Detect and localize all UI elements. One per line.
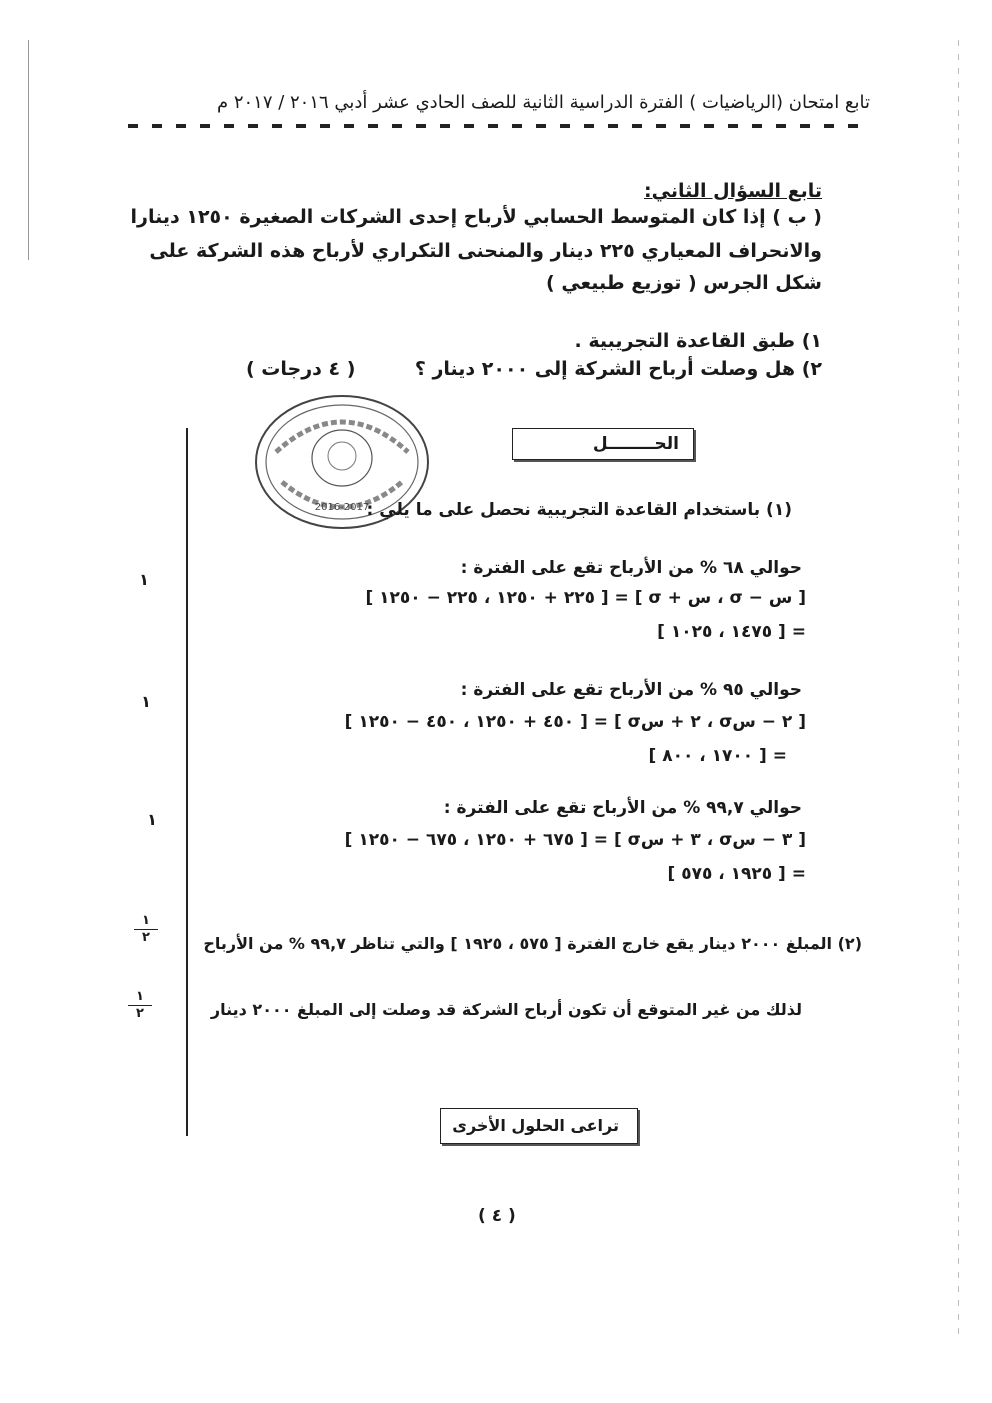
scan-edge-right [958, 40, 959, 1340]
margin-rule [186, 428, 188, 1136]
rule-95-result-text: [ ١٧٠٠ ، ٨٠٠ ] = [648, 746, 787, 766]
mark-half-1-den: ٢ [142, 930, 150, 945]
mark-half-1 [134, 914, 158, 945]
other-solutions-box [440, 1108, 638, 1144]
other-solutions-note: تراعى الحلول الأخرى [452, 1116, 619, 1135]
rule-997-equation-text: [ ٦٧٥ + ١٢٥٠ ، ٦٧٥ − ١٢٥٠ ] = [ σ٣ + س ، σ٣ − س ] [344, 830, 806, 850]
rule-997-equation [345, 830, 806, 850]
mark-half-2 [128, 990, 152, 1021]
part-b-line-1: ( ب ) إذا كان المتوسط الحسابي لأرباح إحدى الشركات الصغيرة ١٢٥٠ دينارا [130, 206, 822, 228]
rule-68-equation [365, 588, 806, 608]
solution-label-box [512, 428, 694, 460]
mark-997: ١ [147, 810, 157, 829]
task-2: ٢) هل وصلت أرباح الشركة إلى ٢٠٠٠ دينار ؟ [414, 358, 822, 380]
solution-label: الحــــــــل [592, 434, 679, 454]
mark-95: ١ [141, 692, 151, 711]
exam-header: تابع امتحان (الرياضيات ) الفترة الدراسية الثانية للصف الحادي عشر أدبي ٢٠١٦ / ٢٠١٧ م [216, 92, 870, 113]
solution-intro: (١) باستخدام القاعدة التجريبية نحصل على ما يلي : [366, 500, 792, 520]
scan-edge-left [28, 40, 29, 260]
header-dashed-rule [128, 124, 868, 128]
rule-997-result [667, 864, 806, 884]
page-number: ( ٤ ) [478, 1206, 516, 1226]
mark-half-1-num: ١ [142, 913, 150, 928]
question-continuation: تابع السؤال الثاني: [644, 180, 822, 202]
part-b-line-3: شكل الجرس ( توزيع طبيعي ) [546, 272, 822, 294]
rule-68-title: حوالي ٦٨ % من الأرباح تقع على الفترة : [460, 558, 802, 578]
rule-95-result [648, 746, 787, 766]
rule-68-equation-text: [ ٢٢٥ + ١٢٥٠ ، ٢٢٥ − ١٢٥٠ ] = [ σ + س ، σ − س ] [365, 588, 806, 608]
solution-part-2: (٢) المبلغ ٢٠٠٠ دينار يقع خارج الفترة [ ٥٧٥ ، ١٩٢٥ ] والتي تناظر ٩٩,٧ % من الأرباح [203, 934, 862, 953]
rule-95-title: حوالي ٩٥ % من الأرباح تقع على الفترة : [460, 680, 802, 700]
solution-conclusion: لذلك من غير المتوقع أن تكون أرباح الشركة قد وصلت إلى المبلغ ٢٠٠٠ دينار [210, 1000, 802, 1019]
task-1: ١) طبق القاعدة التجريبية . [574, 330, 822, 352]
rule-68-result [657, 622, 806, 642]
grade-label: ( ٤ درجات ) [246, 358, 356, 380]
rule-95-equation-text: [ ٤٥٠ + ١٢٥٠ ، ٤٥٠ − ١٢٥٠ ] = [ σ٢ + س ، σ٢ − س ] [344, 712, 806, 732]
rule-997-result-text: [ ١٩٢٥ ، ٥٧٥ ] = [667, 864, 806, 884]
stamp-year: 2016-2017 [314, 502, 370, 513]
mark-half-2-den: ٢ [136, 1006, 144, 1021]
rule-68-result-text: [ ١٤٧٥ ، ١٠٢٥ ] = [657, 622, 806, 642]
mark-half-2-num: ١ [136, 989, 144, 1004]
mark-68: ١ [139, 570, 149, 589]
part-b-line-2: والانحراف المعياري ٢٢٥ دينار والمنحنى التكراري لأرباح هذه الشركة على [149, 240, 822, 262]
rule-95-equation [345, 712, 806, 732]
rule-997-title: حوالي ٩٩,٧ % من الأرباح تقع على الفترة : [443, 798, 802, 818]
